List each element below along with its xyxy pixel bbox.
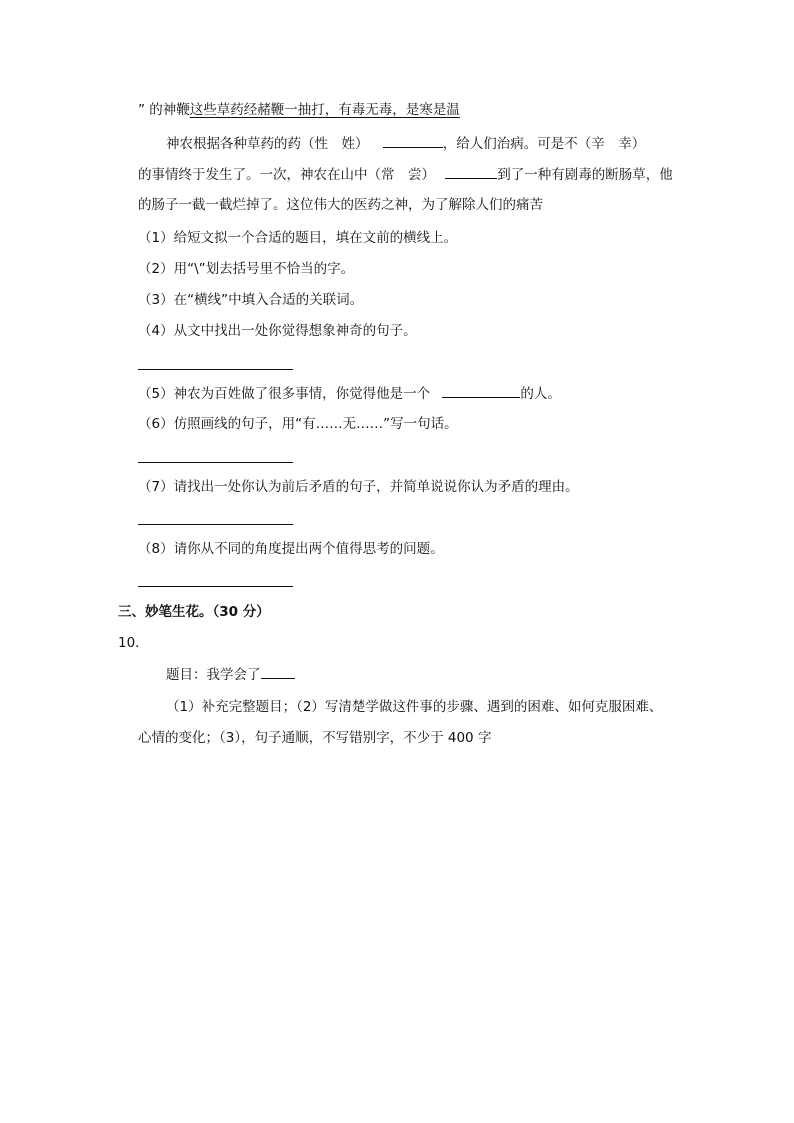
question-6: （6）仿照画线的句子，用“有……无……”写一句话。 — [138, 416, 458, 432]
section-3-heading: 三、妙笔生花。（30 分） — [118, 604, 270, 620]
passage-line-3 — [138, 164, 673, 185]
passage-line-1-start: ” 的神鞭 — [138, 102, 190, 118]
fill-blank-q5[interactable] — [442, 383, 520, 398]
question-1: （1）给短文拟一个合适的题目，填在文前的横线上。 — [138, 230, 458, 246]
question-8: （8）请你从不同的角度提出两个值得思考的问题。 — [138, 541, 444, 557]
answer-line-q8[interactable] — [138, 586, 293, 587]
fill-blank[interactable] — [445, 164, 497, 179]
essay-topic — [166, 664, 295, 685]
question-7: （7）请找出一处你认为前后矛盾的句子，并简单说说你认为矛盾的理由。 — [138, 479, 579, 495]
passage-text: 到了一种有剧毒的断肠草，他 — [497, 167, 673, 183]
passage-text: 的肠子一截一截烂掉了。这位伟大的医药之神，为了解除人们的痛苦 — [138, 197, 543, 213]
answer-line-q4[interactable] — [138, 369, 293, 370]
question-4: （4）从文中找出一处你觉得想象神奇的句子。 — [138, 323, 417, 339]
essay-requirements-line-1: （1）补充完整题目；（2）写清楚学做这件事的步骤、遇到的困难、如何克服困难、 — [166, 699, 663, 715]
essay-topic-blank[interactable] — [261, 664, 295, 679]
passage-line-2 — [166, 133, 645, 154]
question-2: （2）用“\”划去括号里不恰当的字。 — [138, 261, 355, 277]
question-5-start: （5）神农为百姓做了很多事情，你觉得他是一个 — [138, 386, 431, 402]
answer-line-q7[interactable] — [138, 524, 293, 525]
question-number-10: 10． — [118, 635, 149, 651]
question-5 — [138, 383, 561, 404]
passage-text: 神农根据各种草药的药（性 姓） — [166, 136, 369, 152]
fill-blank[interactable] — [383, 133, 443, 148]
passage-line-1 — [138, 100, 460, 120]
essay-topic-label: 题目：我学会了 — [166, 667, 261, 683]
essay-requirements-line-2: 心情的变化；（3），句子通顺，不写错别字，不少于 400 字 — [138, 730, 492, 746]
passage-text: ，给人们治病。可是不（辛 幸） — [442, 136, 646, 152]
passage-line-4 — [138, 195, 543, 215]
answer-line-q6[interactable] — [138, 462, 293, 463]
question-3: （3）在“横线”中填入合适的关联词。 — [138, 292, 364, 308]
underlined-sentence: 这些草药经赭鞭一抽打，有毒无毒，是寒是温 — [189, 102, 460, 118]
question-5-end: 的人。 — [520, 386, 561, 402]
passage-text: 的事情终于发生了。一次，神农在山中（常 尝） — [138, 167, 435, 183]
